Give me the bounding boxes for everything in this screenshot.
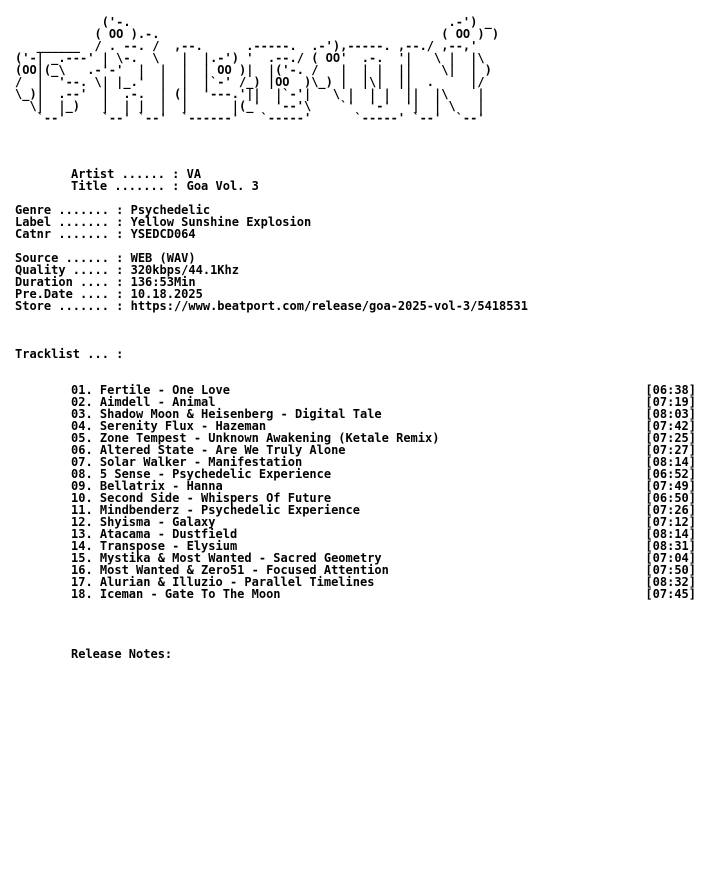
tracklist-heading: Tracklist ... : [15, 347, 124, 361]
track-title: 01. Fertile - One Love [71, 383, 230, 397]
duration-line: Duration .... : 136:53Min [15, 275, 196, 289]
track-title: 08. 5 Sense - Psychedelic Experience [71, 467, 332, 481]
release-notes-heading: Release Notes: [71, 647, 173, 661]
track-title: 02. Aimdell - Animal [71, 395, 216, 409]
track-title: 16. Most Wanted & Zero51 - Focused Attention [71, 563, 389, 577]
track-title: 13. Atacama - Dustfield [71, 527, 238, 541]
track-duration: [07:50] [645, 563, 696, 577]
ascii-logo: ('-. .-') _ ( OO ).-. ( OO ) ) ______ / . --. / ,--. .-----. .-'),-----. ,--./ ,--,' ('-| _.---' | \-. \ | |.-') ' .--./ ( OO' .-. '| \ | |\ (OO|(_\ .-'-' | | | | OO )| |('-. / | | | || \| | ) / | '--. \| |_.' | | |`-' /_) |OO )\_) | |\| || . |/ \_)| .--' | .-. | (| '---.'|| |`-'| \ | | | || |\ | \| |_) | | | | | |(_' '--'\ `' '-' '| | \ | `--' `--' `--' `------' `-----' `-----' `--' `--' [15, 15, 500, 125]
track-title: 05. Zone Tempest - Unknown Awakening (Ketale Remix) [71, 431, 440, 445]
track-title: 12. Shyisma - Galaxy [71, 515, 216, 529]
track-title: 18. Iceman - Gate To The Moon [71, 587, 281, 601]
track-title: 14. Transpose - Elysium [71, 539, 238, 553]
track-duration: [08:31] [645, 539, 696, 553]
track-duration: [06:52] [645, 467, 696, 481]
track-title: 11. Mindbenderz - Psychedelic Experience [71, 503, 360, 517]
track-duration: [08:14] [645, 527, 696, 541]
track-duration: [06:38] [645, 383, 696, 397]
source-line: Source ...... : WEB (WAV) [15, 251, 196, 265]
store-line: Store ....... : https://www.beatport.com/release/goa-2025-vol-3/5418531 [15, 299, 528, 313]
track-title: 07. Solar Walker - Manifestation [71, 455, 303, 469]
track-duration: [07:26] [645, 503, 696, 517]
track-duration: [07:25] [645, 431, 696, 445]
track-duration: [08:32] [645, 575, 696, 589]
track-duration: [07:27] [645, 443, 696, 457]
track-duration: [06:50] [645, 491, 696, 505]
track-duration: [07:49] [645, 479, 696, 493]
quality-line: Quality ..... : 320kbps/44.1Khz [15, 263, 239, 277]
track-duration: [07:19] [645, 395, 696, 409]
track-duration: [07:45] [645, 587, 696, 601]
track-duration: [07:42] [645, 419, 696, 433]
track-duration: [07:12] [645, 515, 696, 529]
track-title: 17. Alurian & Illuzio - Parallel Timelines [71, 575, 375, 589]
artist-line: Artist ...... : VA [71, 167, 202, 181]
track-title: 06. Altered State - Are We Truly Alone [71, 443, 346, 457]
predate-line: Pre.Date .... : 10.18.2025 [15, 287, 203, 301]
genre-line: Genre ....... : Psychedelic [15, 203, 211, 217]
track-title: 09. Bellatrix - Hanna [71, 479, 223, 493]
track-duration: [08:03] [645, 407, 696, 421]
track-title: 03. Shadow Moon & Heisenberg - Digital Tale [71, 407, 382, 421]
track-title: 15. Mystika & Most Wanted - Sacred Geometry [71, 551, 382, 565]
catnr-line: Catnr ....... : YSEDCD064 [15, 227, 196, 241]
track-title: 10. Second Side - Whispers Of Future [71, 491, 332, 505]
label-line: Label ....... : Yellow Sunshine Explosion [15, 215, 312, 229]
track-row [0, 588, 704, 600]
title-line: Title ....... : Goa Vol. 3 [71, 179, 259, 193]
track-duration: [08:14] [645, 455, 696, 469]
track-duration: [07:04] [645, 551, 696, 565]
track-title: 04. Serenity Flux - Hazeman [71, 419, 267, 433]
